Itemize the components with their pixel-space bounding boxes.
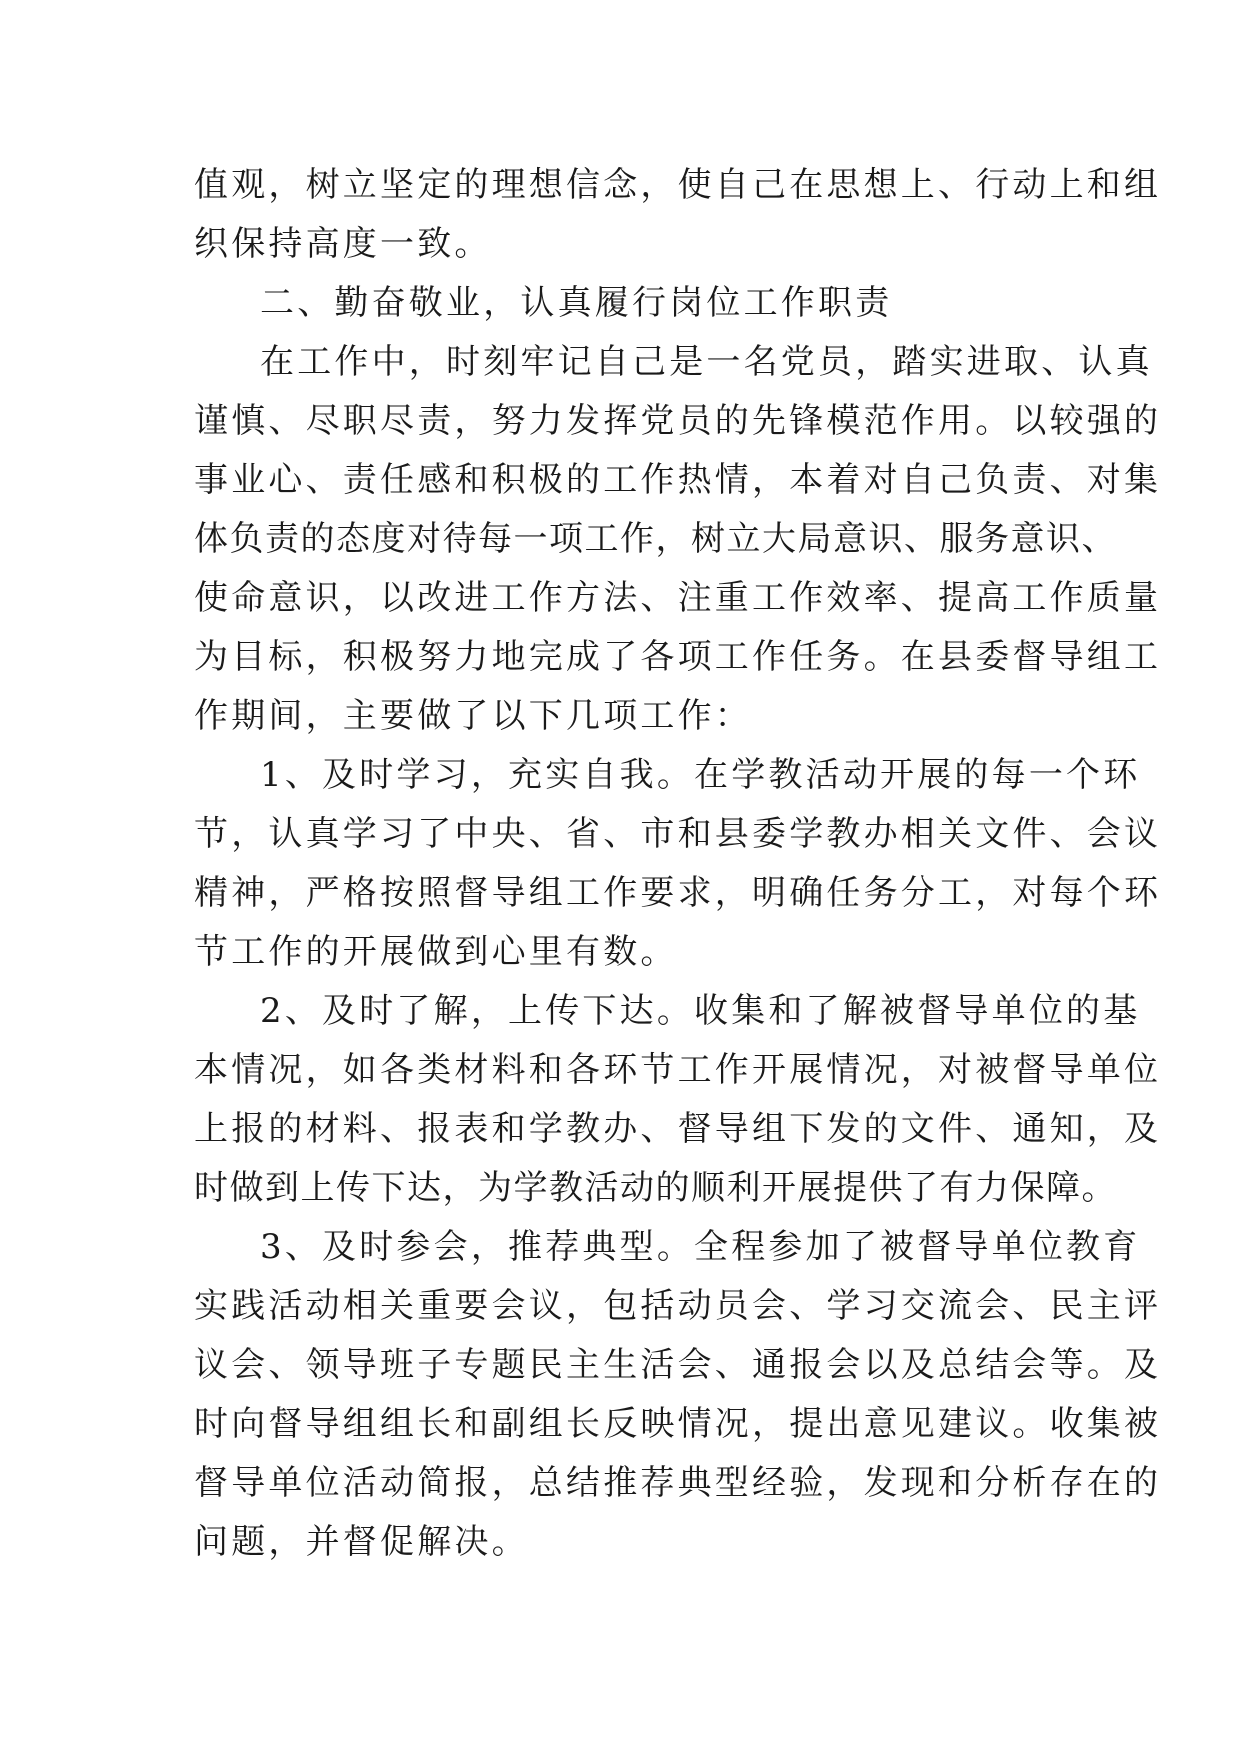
text-line: 节，认真学习了中央、省、市和县委学教办相关文件、会议 [194, 814, 1162, 854]
text-line: 1、及时学习，充实自我。在学教活动开展的每一个环 [260, 755, 1141, 795]
text-line: 作期间，主要做了以下几项工作： [194, 696, 752, 736]
text-line: 体负责的态度对待每一项工作，树立大局意识、服务意识、 [194, 519, 1117, 559]
text-line: 值观，树立坚定的理想信念，使自己在思想上、行动上和组 [194, 165, 1162, 205]
text-line: 在工作中，时刻牢记自己是一名党员，踏实进取、认真 [260, 342, 1153, 382]
text-line: 督导单位活动简报，总结推荐典型经验，发现和分析存在的 [194, 1463, 1162, 1503]
section-heading: 二、勤奋敬业，认真履行岗位工作职责 [260, 283, 893, 323]
text-line: 3、及时参会，推荐典型。全程参加了被督导单位教育 [260, 1227, 1141, 1267]
text-line: 精神，严格按照督导组工作要求，明确任务分工，对每个环 [194, 873, 1162, 913]
text-line: 谨慎、尽职尽责，努力发挥党员的先锋模范作用。以较强的 [194, 401, 1162, 441]
text-line: 本情况，如各类材料和各环节工作开展情况，对被督导单位 [194, 1050, 1162, 1090]
text-line: 2、及时了解，上传下达。收集和了解被督导单位的基 [260, 991, 1141, 1031]
text-line: 上报的材料、报表和学教办、督导组下发的文件、通知，及 [194, 1109, 1162, 1149]
text-line: 节工作的开展做到心里有数。 [194, 932, 678, 972]
text-line: 织保持高度一致。 [194, 224, 492, 264]
text-line: 为目标，积极努力地完成了各项工作任务。在县委督导组工 [194, 637, 1162, 677]
text-line: 实践活动相关重要会议，包括动员会、学习交流会、民主评 [194, 1286, 1162, 1326]
text-line: 使命意识，以改进工作方法、注重工作效率、提高工作质量 [194, 578, 1162, 618]
text-line: 时做到上传下达，为学教活动的顺利开展提供了有力保障。 [194, 1168, 1117, 1208]
text-line: 问题，并督促解决。 [194, 1522, 529, 1562]
text-line: 时向督导组组长和副组长反映情况，提出意见建议。收集被 [194, 1404, 1162, 1444]
text-line: 议会、领导班子专题民主生活会、通报会以及总结会等。及 [194, 1345, 1162, 1385]
body-text [194, 156, 1162, 1572]
text-line: 事业心、责任感和积极的工作热情，本着对自己负责、对集 [194, 460, 1162, 500]
